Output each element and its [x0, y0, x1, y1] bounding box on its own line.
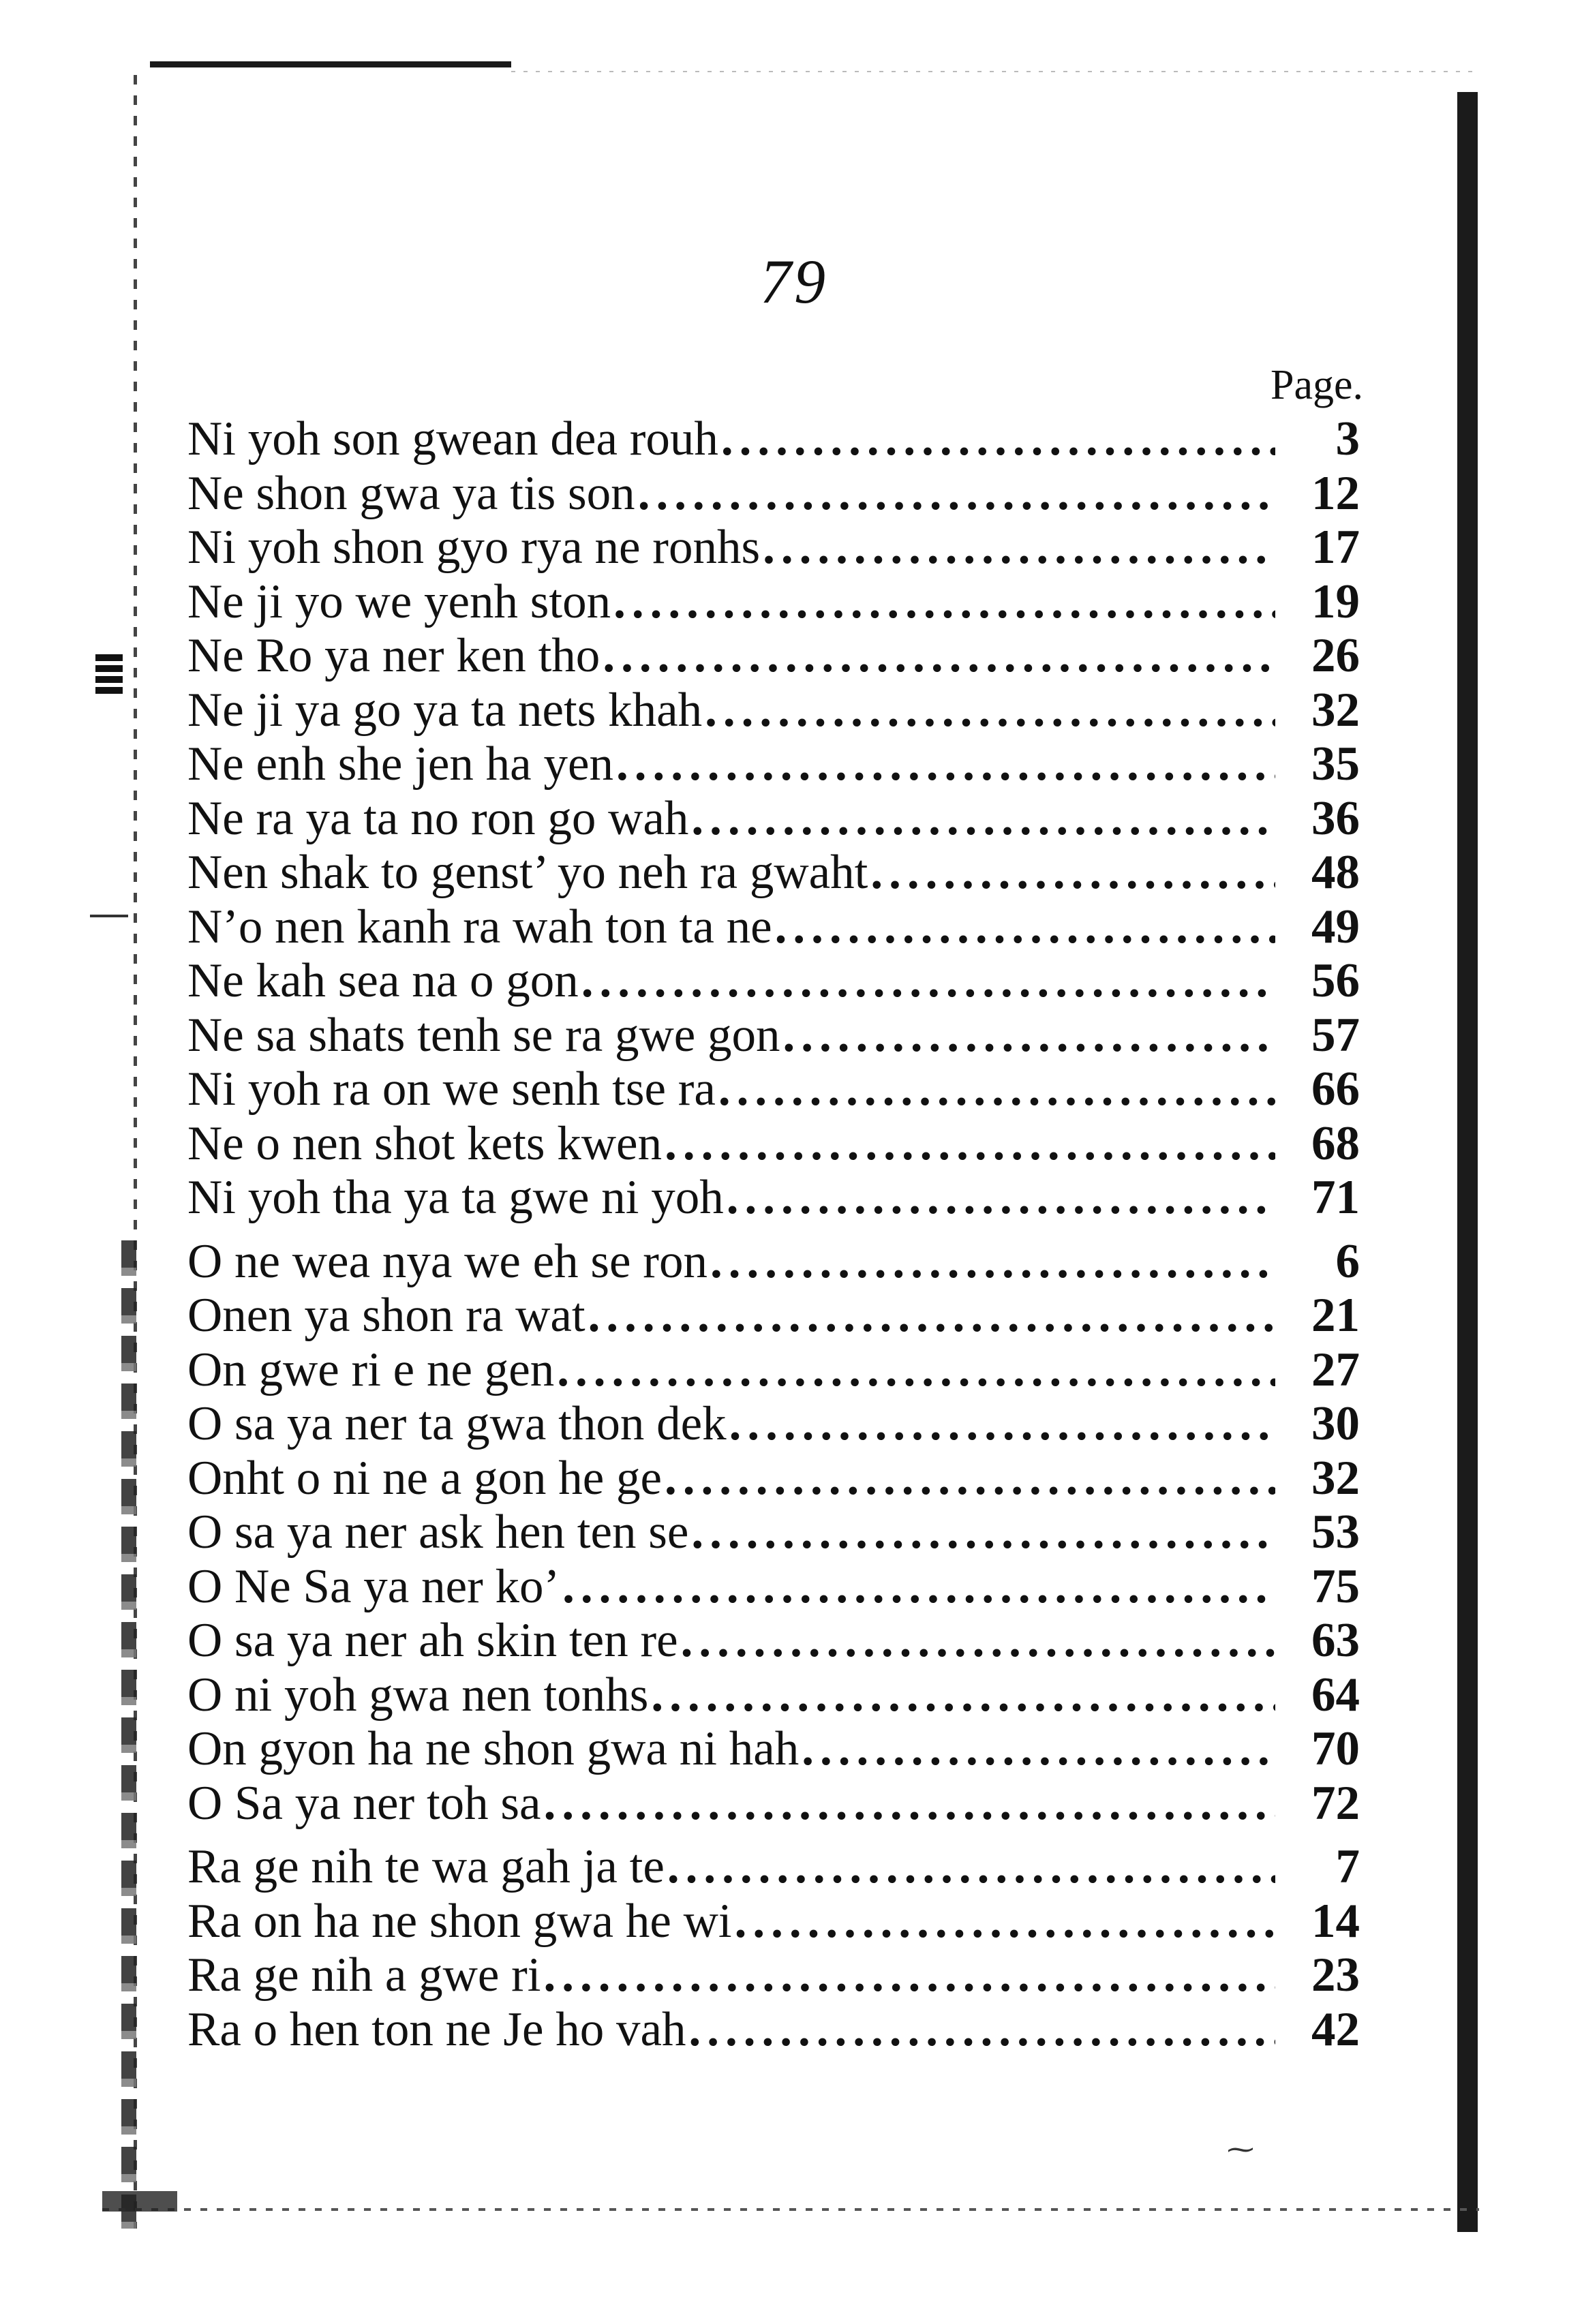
- toc-entry: [187, 1505, 1360, 1560]
- dot-leader: [557, 1343, 1275, 1398]
- dot-leader: [705, 684, 1275, 738]
- toc-entry-page: 23: [1311, 1948, 1360, 2002]
- left-binding-shadow: [121, 1240, 136, 2229]
- toc-group: [187, 412, 1360, 1225]
- toc-entry-page: 35: [1311, 737, 1360, 791]
- toc-entry-title: Onht o ni ne a gon he ge: [187, 1451, 663, 1505]
- toc-entry-page: 19: [1311, 575, 1360, 628]
- left-margin-marks: [95, 654, 123, 698]
- toc-entry: [187, 684, 1360, 738]
- toc-entry-page: 26: [1311, 629, 1360, 682]
- bottom-page-edge: [102, 2208, 1479, 2211]
- toc-entry-title: Ne ra ya ta no ron go wah: [187, 791, 689, 845]
- toc-entry-title: Ne Ro ya ner ken tho: [187, 629, 600, 682]
- toc-entry: [187, 1560, 1360, 1615]
- toc-entry: [187, 846, 1360, 900]
- toc-entry: [187, 412, 1360, 467]
- toc-entry-page: 48: [1311, 846, 1360, 899]
- toc-entry-title: Onen ya shon ra wat: [187, 1289, 585, 1342]
- dot-leader: [775, 900, 1275, 955]
- toc-entry-title: O ne wea nya we eh se ron: [187, 1234, 708, 1288]
- toc-entry: [187, 1171, 1360, 1225]
- stray-ink-mark: ⁓: [1227, 2134, 1254, 2165]
- toc-entry: [187, 1062, 1360, 1117]
- toc-entry: [187, 900, 1360, 955]
- dot-leader: [603, 629, 1275, 684]
- toc-entry-title: O ni yoh gwa nen tonhs: [187, 1668, 649, 1722]
- toc-group: [187, 1840, 1360, 2057]
- top-faint-edge: [511, 71, 1479, 72]
- toc-entry: [187, 1117, 1360, 1172]
- toc-entry: [187, 1840, 1360, 1895]
- toc-entry: [187, 575, 1360, 630]
- toc-entry-page: 63: [1311, 1614, 1360, 1667]
- toc-entry-page: 3: [1335, 412, 1360, 465]
- toc-entry-page: 32: [1311, 683, 1360, 737]
- toc-entry: [187, 1289, 1360, 1343]
- toc-entry-page: 56: [1311, 954, 1360, 1007]
- table-of-contents: [187, 412, 1360, 2057]
- dot-leader: [616, 737, 1275, 792]
- toc-entry-title: O Sa ya ner toh sa: [187, 1776, 541, 1830]
- toc-entry: [187, 1614, 1360, 1668]
- dot-leader: [665, 1452, 1275, 1506]
- toc-entry-title: Ni yoh ra on we senh tse ra: [187, 1062, 716, 1116]
- dot-leader: [870, 846, 1275, 900]
- dot-leader: [783, 1009, 1275, 1063]
- toc-entry-title: Ne sa shats tenh se ra gwe gon: [187, 1008, 780, 1062]
- toc-entry: [187, 954, 1360, 1009]
- toc-entry-page: 17: [1311, 521, 1360, 574]
- toc-entry-page: 30: [1311, 1397, 1360, 1450]
- dot-leader: [727, 1171, 1275, 1225]
- toc-entry-page: 70: [1311, 1722, 1360, 1775]
- toc-entry-page: 14: [1311, 1894, 1360, 1948]
- toc-entry-page: 75: [1311, 1559, 1360, 1613]
- toc-entry: [187, 467, 1360, 521]
- dot-leader: [718, 1062, 1275, 1117]
- toc-entry-page: 32: [1311, 1451, 1360, 1505]
- toc-entry: [187, 1668, 1360, 1723]
- toc-entry-page: 12: [1311, 466, 1360, 520]
- toc-entry: [187, 1895, 1360, 1949]
- toc-entry-page: 6: [1335, 1234, 1360, 1288]
- dot-leader: [581, 954, 1275, 1009]
- toc-entry-title: On gyon ha ne shon gwa ni hah: [187, 1722, 800, 1775]
- toc-entry-title: Ra on ha ne shon gwa he wi: [187, 1894, 732, 1948]
- toc-entry: [187, 521, 1360, 575]
- dot-leader: [667, 1840, 1275, 1895]
- toc-entry: [187, 1777, 1360, 1831]
- toc-entry-page: 71: [1311, 1171, 1360, 1224]
- toc-entry-title: Ne enh she jen ha yen: [187, 737, 613, 791]
- toc-entry: [187, 1397, 1360, 1452]
- dot-leader: [544, 1948, 1275, 2003]
- toc-entry: [187, 1235, 1360, 1289]
- toc-entry-title: O Ne Sa ya ner ko’: [187, 1559, 560, 1613]
- toc-entry: [187, 792, 1360, 846]
- toc-entry-title: Ni yoh son gwean dea rouh: [187, 412, 718, 465]
- toc-entry-title: O sa ya ner ask hen ten se: [187, 1505, 689, 1559]
- toc-entry-page: 68: [1311, 1116, 1360, 1170]
- toc-entry: [187, 737, 1360, 792]
- dot-leader: [562, 1560, 1275, 1615]
- toc-entry: [187, 1343, 1360, 1398]
- dot-leader: [651, 1668, 1275, 1723]
- toc-entry: [187, 1722, 1360, 1777]
- toc-entry-page: 36: [1311, 791, 1360, 845]
- dot-leader: [802, 1722, 1275, 1777]
- toc-entry-title: N’o nen kanh ra wah ton ta ne: [187, 900, 772, 953]
- toc-entry-title: Ne ji yo we yenh ston: [187, 575, 611, 628]
- toc-entry-page: 21: [1311, 1289, 1360, 1342]
- dot-leader: [691, 1505, 1275, 1560]
- toc-entry-title: Ne ji ya go ya ta nets khah: [187, 683, 703, 737]
- dot-leader: [613, 575, 1275, 630]
- toc-entry-title: Ni yoh tha ya ta gwe ni yoh: [187, 1171, 724, 1224]
- dot-leader: [588, 1289, 1275, 1343]
- dot-leader: [721, 412, 1275, 467]
- toc-entry-title: Nen shak to genst’ yo neh ra gwaht: [187, 846, 868, 899]
- toc-entry-title: Ra ge nih a gwe ri: [187, 1948, 541, 2002]
- left-margin-tick: [90, 915, 128, 917]
- toc-entry-title: O sa ya ner ah skin ten re: [187, 1614, 678, 1667]
- dot-leader: [681, 1614, 1275, 1668]
- top-border-rule: [150, 61, 511, 67]
- toc-entry: [187, 1009, 1360, 1063]
- dot-leader: [665, 1117, 1275, 1172]
- toc-entry-title: Ra ge nih te wa gah ja te: [187, 1840, 665, 1893]
- toc-entry-page: 64: [1311, 1668, 1360, 1722]
- toc-entry-title: Ne kah sea na o gon: [187, 954, 579, 1007]
- toc-entry: [187, 1948, 1360, 2003]
- toc-entry-page: 49: [1311, 900, 1360, 953]
- toc-group: [187, 1235, 1360, 1831]
- dot-leader: [735, 1895, 1275, 1949]
- toc-entry-page: 57: [1311, 1008, 1360, 1062]
- dot-leader: [729, 1397, 1275, 1452]
- toc-entry-title: Ni yoh shon gyo rya ne ronhs: [187, 521, 761, 574]
- page-number: 79: [760, 247, 828, 316]
- page-column-heading: Page.: [1270, 362, 1363, 408]
- bottom-left-corner-shadow: [102, 2191, 177, 2212]
- right-page-edge: [1457, 92, 1478, 2232]
- toc-entry-page: 42: [1311, 2002, 1360, 2056]
- toc-entry-page: 7: [1335, 1840, 1360, 1893]
- toc-entry: [187, 1452, 1360, 1506]
- toc-entry: [187, 2003, 1360, 2058]
- dot-leader: [638, 467, 1275, 521]
- toc-entry-page: 72: [1311, 1776, 1360, 1830]
- toc-entry-title: On gwe ri e ne gen: [187, 1343, 555, 1396]
- toc-entry-title: Ne shon gwa ya tis son: [187, 466, 635, 520]
- toc-entry-title: Ne o nen shot kets kwen: [187, 1116, 663, 1170]
- toc-entry-page: 66: [1311, 1062, 1360, 1116]
- dot-leader: [710, 1235, 1275, 1289]
- toc-entry: [187, 629, 1360, 684]
- toc-entry-title: O sa ya ner ta gwa thon dek: [187, 1397, 727, 1450]
- toc-entry-title: Ra o hen ton ne Je ho vah: [187, 2002, 686, 2056]
- toc-entry-page: 53: [1311, 1505, 1360, 1559]
- dot-leader: [691, 792, 1275, 846]
- toc-entry-page: 27: [1311, 1343, 1360, 1396]
- dot-leader: [763, 521, 1275, 575]
- dot-leader: [544, 1777, 1275, 1831]
- dot-leader: [689, 2003, 1275, 2058]
